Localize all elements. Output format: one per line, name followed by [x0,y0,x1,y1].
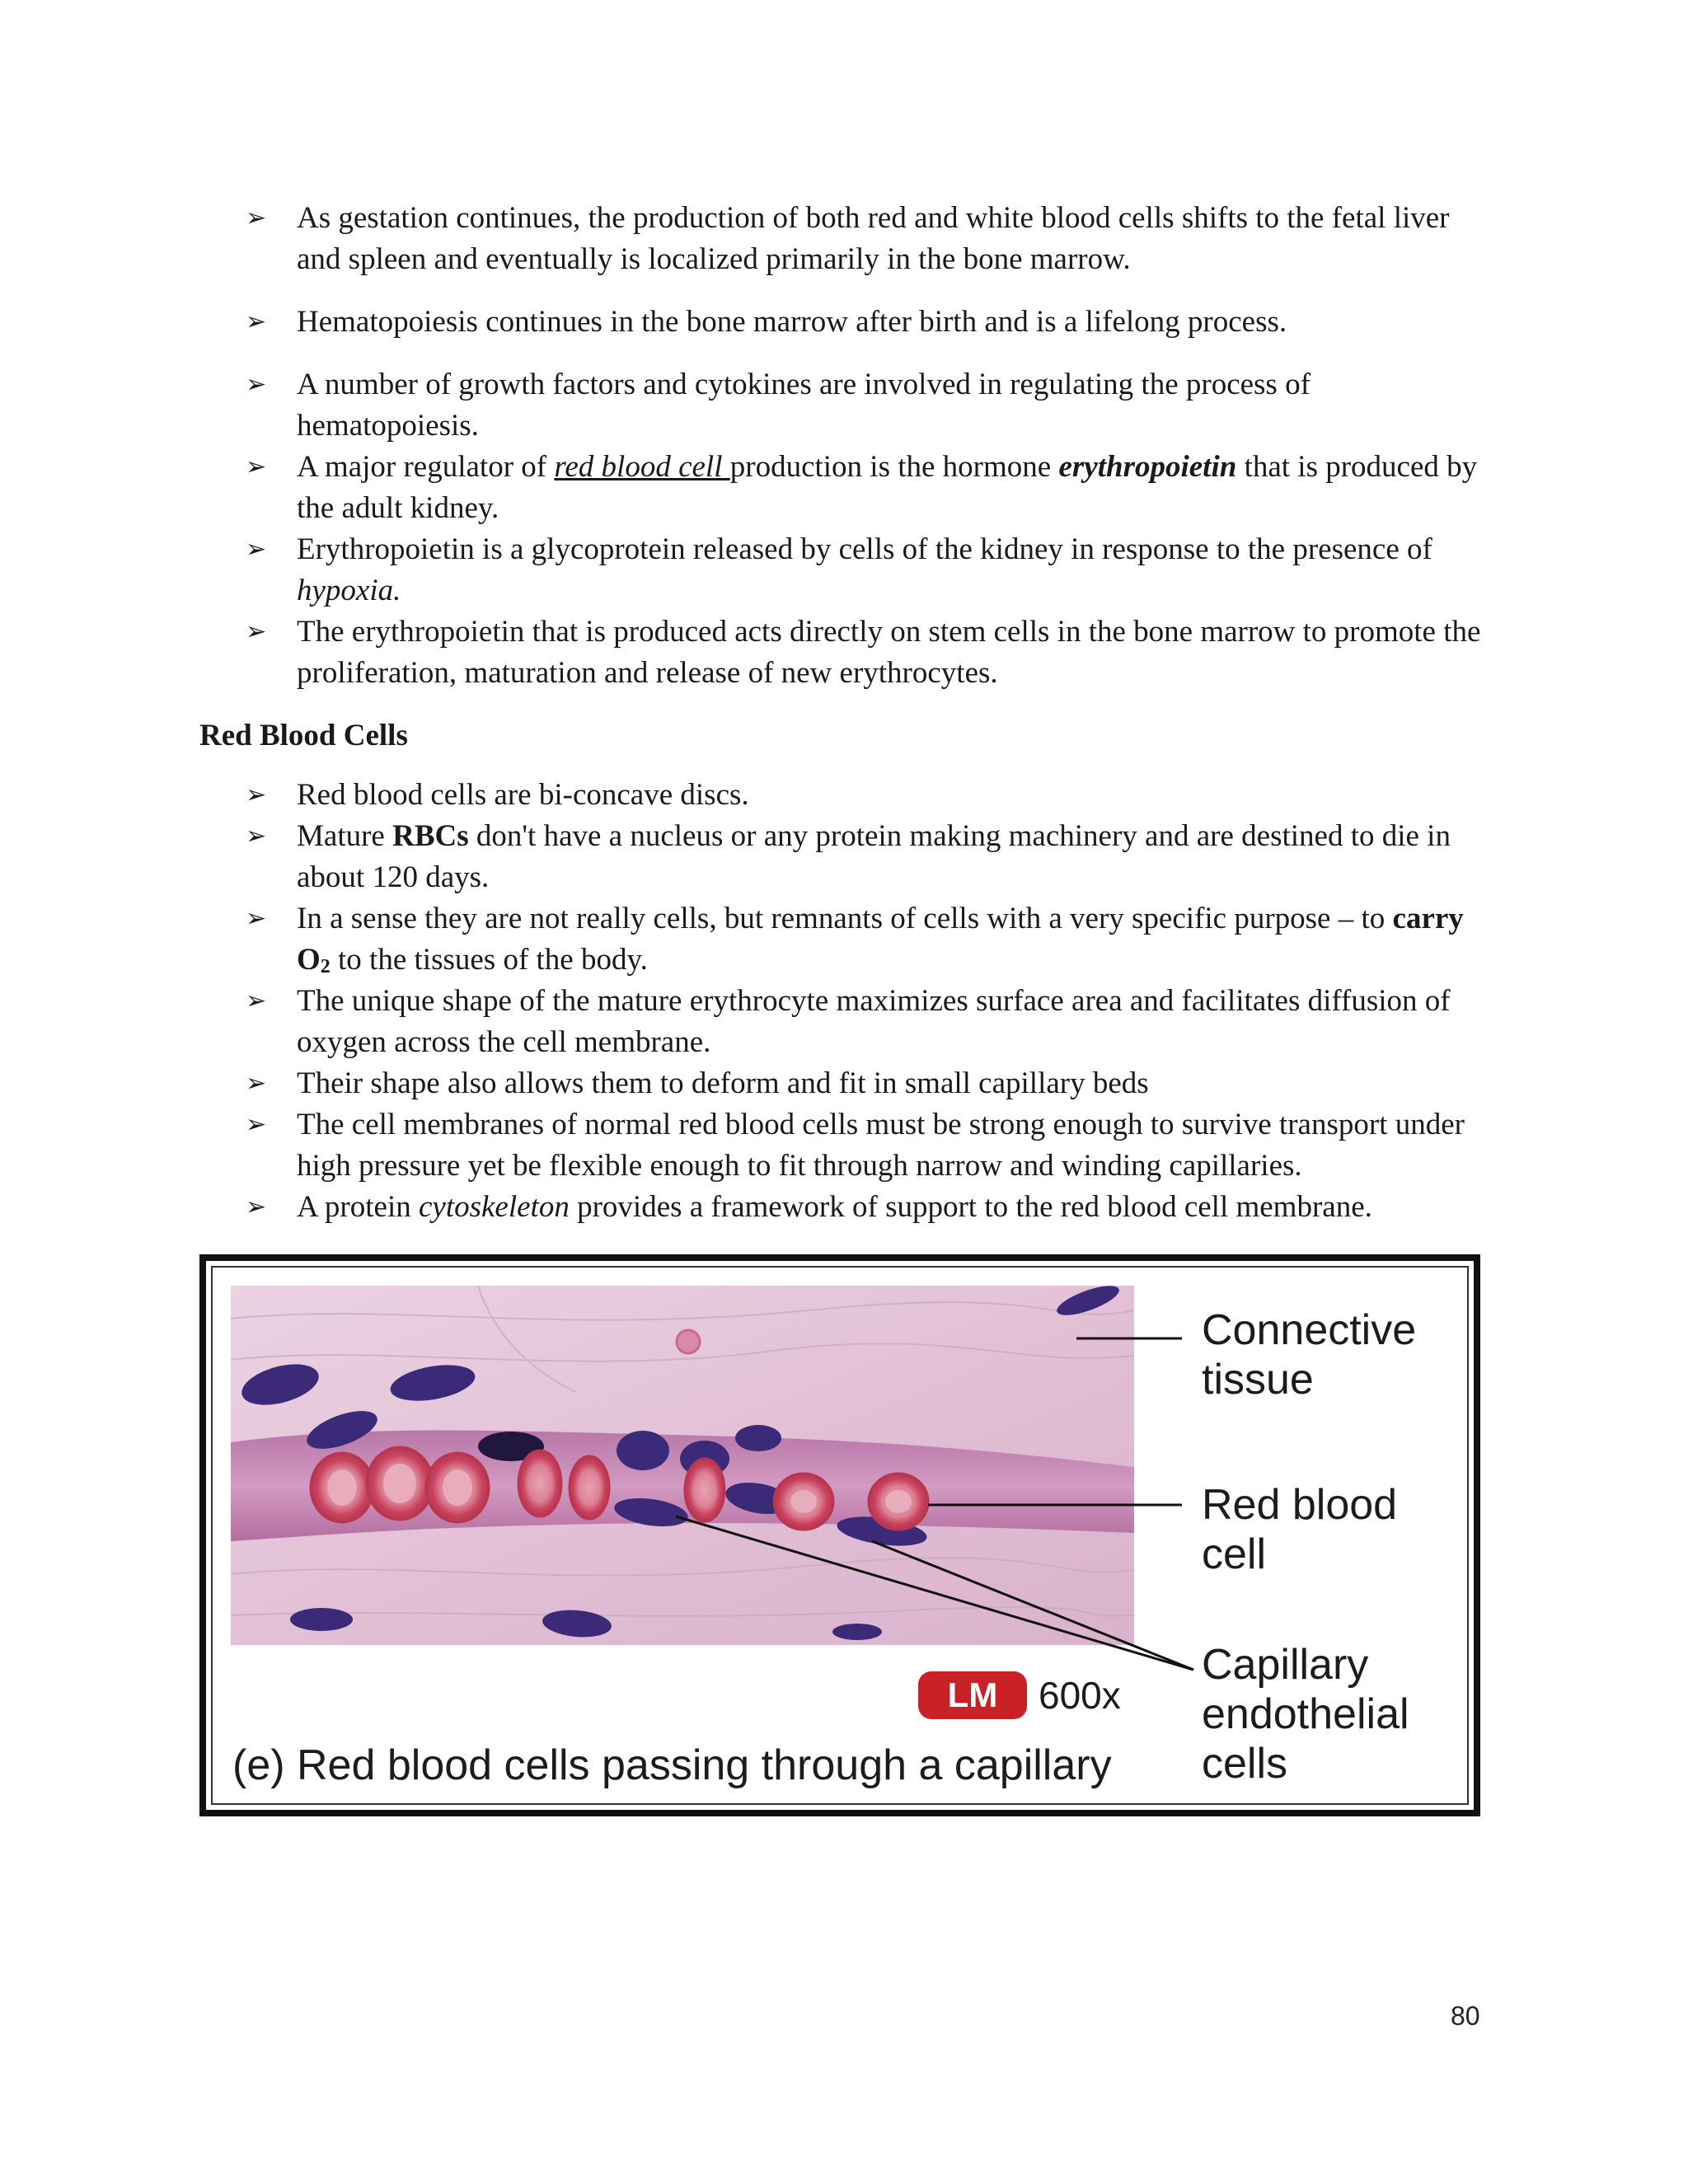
list-item [246,1187,1498,1228]
arrow-bullet-icon: ➢ [246,370,267,399]
section-heading: Red Blood Cells [199,719,408,752]
bullet-text: Their shape also allows them to deform and fit in small capillary beds [297,1066,1149,1100]
label-line: Connective [1202,1306,1417,1354]
arrow-bullet-icon: ➢ [246,452,267,481]
label-line: endothelial [1202,1690,1409,1738]
subscript-2: 2 [320,956,331,977]
term-rbcs: RBCs [392,819,469,853]
bullet-text: The unique shape of the mature erythrocyte maximizes surface area and facilitates diffusion of oxygen across the cell membrane. [297,984,1451,1059]
page-number: 80 [1451,2001,1480,2031]
figure-inner-border [211,1266,1469,1805]
capillary-figure [199,1254,1480,1816]
arrow-bullet-icon: ➢ [246,1193,267,1221]
list-item [246,529,1498,612]
term-carry-o-text: carry O [297,902,1464,977]
small-cell [677,1330,700,1353]
arrow-bullet-icon: ➢ [246,822,267,851]
list-item [246,1104,1498,1187]
label-line: Capillary [1202,1641,1369,1689]
label-line: cell [1202,1530,1267,1578]
bullet-text-post: provides a framework of support to the red blood cell membrane. [569,1190,1372,1224]
bullet-text-pre: A protein [297,1190,419,1224]
list-item [246,198,1498,280]
bullet-text-post: to the tissues of the body. [330,943,648,977]
arrow-bullet-icon: ➢ [246,204,267,232]
arrow-bullet-icon: ➢ [246,904,267,933]
label-connective-tissue [1202,1305,1416,1404]
list-item [246,775,1498,816]
arrow-bullet-icon: ➢ [246,1069,267,1098]
list-item [246,612,1498,694]
arrow-bullet-icon: ➢ [246,307,267,336]
bullet-text-mid: production is the hormone [729,450,1059,484]
bullet-text: A number of growth factors and cytokines are involved in regulating the process of hematopoiesis. [297,368,1311,443]
micrograph-image [231,1286,1134,1645]
bullet-text: As gestation continues, the production of both red and white blood cells shifts to the fetal liver and spleen and eventually is localized primarily in the bone marrow. [297,201,1450,276]
bullet-text-pre: Erythropoietin is a glycoprotein released by cells of the kidney in response to the presence of [297,532,1432,566]
list-item [246,447,1498,529]
magnification-label: 600x [1039,1674,1121,1717]
term-cytoskeleton: cytoskeleton [418,1190,570,1224]
arrow-bullet-icon: ➢ [246,535,267,564]
list-item [246,1063,1498,1104]
bullet-text-pre: A major regulator of [297,450,555,484]
bullet-text-pre: Mature [297,819,393,853]
figure-caption: (e) Red blood cells passing through a capillary [232,1741,1112,1789]
label-capillary-endothelial [1202,1640,1409,1788]
arrow-bullet-icon: ➢ [246,987,267,1015]
label-line: tissue [1202,1356,1314,1404]
label-red-blood-cell [1202,1480,1397,1579]
bullet-text-post: that is produced by the adult kidney. [297,450,1478,525]
red-blood-cell-link[interactable]: red blood cell [554,450,730,484]
arrow-bullet-icon: ➢ [246,617,267,646]
bullet-text-post: don't have a nucleus or any protein making machinery and are destined to die in about 120 days. [297,819,1451,894]
list-item [246,302,1498,343]
list-item [246,898,1498,981]
bullet-text-pre: In a sense they are not really cells, but remnants of cells with a very specific purpose – to [297,902,1393,935]
list-item [246,364,1498,447]
bullet-text: Red blood cells are bi-concave discs. [297,778,749,812]
list-item [246,981,1498,1063]
label-line: cells [1202,1740,1288,1788]
bullet-text: Hematopoiesis continues in the bone marrow after birth and is a lifelong process. [297,305,1287,339]
bullet-list-red-blood-cells [246,775,1498,1228]
arrow-bullet-icon: ➢ [246,1110,267,1139]
bullet-text: The erythropoietin that is produced acts directly on stem cells in the bone marrow to promote the proliferation, maturation and release of new erythrocytes. [297,615,1481,690]
term-erythropoietin: erythropoietin [1058,450,1237,484]
bullet-list-hematopoiesis [246,198,1498,694]
label-line: Red blood [1202,1481,1398,1529]
arrow-bullet-icon: ➢ [246,780,267,809]
lm-badge: LM [918,1671,1027,1719]
list-item [246,816,1498,898]
bullet-text: The cell membranes of normal red blood cells must be strong enough to survive transport under high pressure yet be flexible enough to fit through narrow and winding capillaries. [297,1108,1465,1183]
term-hypoxia: hypoxia. [297,574,401,607]
